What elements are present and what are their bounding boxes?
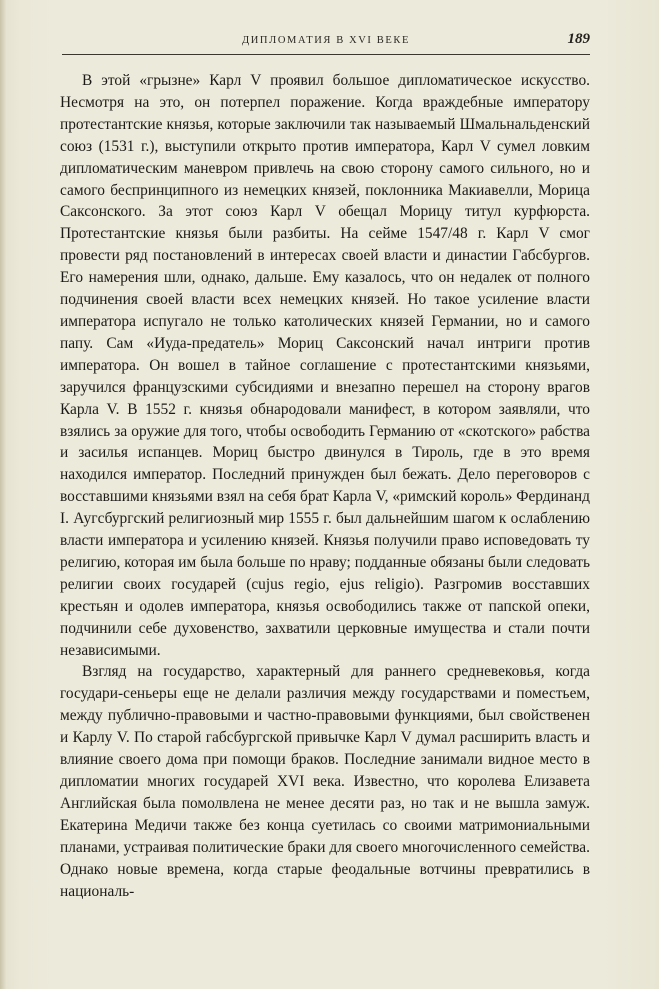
page-binding-edge xyxy=(0,0,6,989)
header-rule xyxy=(62,54,590,55)
running-head: ДИПЛОМАТИЯ В XVI ВЕКЕ xyxy=(241,35,410,46)
page-number: 189 xyxy=(567,31,590,47)
body-text xyxy=(60,70,590,902)
page-header xyxy=(62,30,590,54)
paragraph: Взгляд на государство, характерный для раннего средневековья, когда государи-сеньеры еще не делали различия между государствами и поместьем, между публично-правовыми и частно-правовыми функциями, был свойственен и Карлу V. По старой габсбургской привычке Карл V думал расширить власть и влияние своего дома при помощи браков. Последние занимали видное место в дипломатии многих государей XVI века. Известно, что королева Елизавета Английская была помолвлена не менее десяти раз, но так и не вышла замуж. Екатерина Медичи также без конца суетилась со своими матримониальными планами, устраивая политические браки для своего многочисленного семейства. Однако новые времена, когда старые феодальные вотчины превратились в националь- xyxy=(60,663,590,900)
paragraph: В этой «грызне» Карл V проявил большое дипломатическое искусство. Несмотря на это, он потерпел поражение. Когда враждебные императору протестантские князья, которые заключили так называемый Шмальнальденский союз (1531 г.), выступили открыто против императора, Карл V сумел ловким дипломатическим маневром привлечь на свою сторону самого сильного, но и самого беспринципного из немецких князей, поклонника Макиавелли, Морица Саксонского. За этот союз Карл V обещал Морицу титул курфюрста. Протестантские князья были разбиты. На сейме 1547/48 г. Карл V смог провести ряд постановлений в интересах своей власти и династии Габсбургов. Его намерения шли, однако, дальше. Ему казалось, что он недалек от полного подчинения своей власти всех немецких князей. Но такое усиление власти императора испугало не только католических князей Германии, но и самого папу. Сам «Иуда-предатель» Мориц Саксонский начал интриги против императора. Он вошел в тайное соглашение с протестантскими князьями, заручился французскими субсидиями и внезапно перешел на сторону врагов Карла V. В 1552 г. князья обнародовали манифест, в котором заявляли, что взялись за оружие для того, чтобы освободить Германию от «скотского» рабства и засилья испанцев. Мориц быстро двинулся в Тироль, где в это время находился император. Последний принужден был бежать. Дело переговоров с восставшими князьями взял на себя брат Карла V, «римский король» Фердинанд I. Аугсбургский религиозный мир 1555 г. был дальнейшим шагом к ослаблению власти императора и усилению князей. Князья получили право исповедовать ту религию, которая им была больше по нраву; подданные обязаны были следовать религии своих государей (cujus regio, ejus religio). Разгромив восставших крестьян и одолев императора, князья освободились также от папской опеки, подчинили себе духовенство, захватили церковные имущества и стали почти независимыми. xyxy=(60,72,590,659)
